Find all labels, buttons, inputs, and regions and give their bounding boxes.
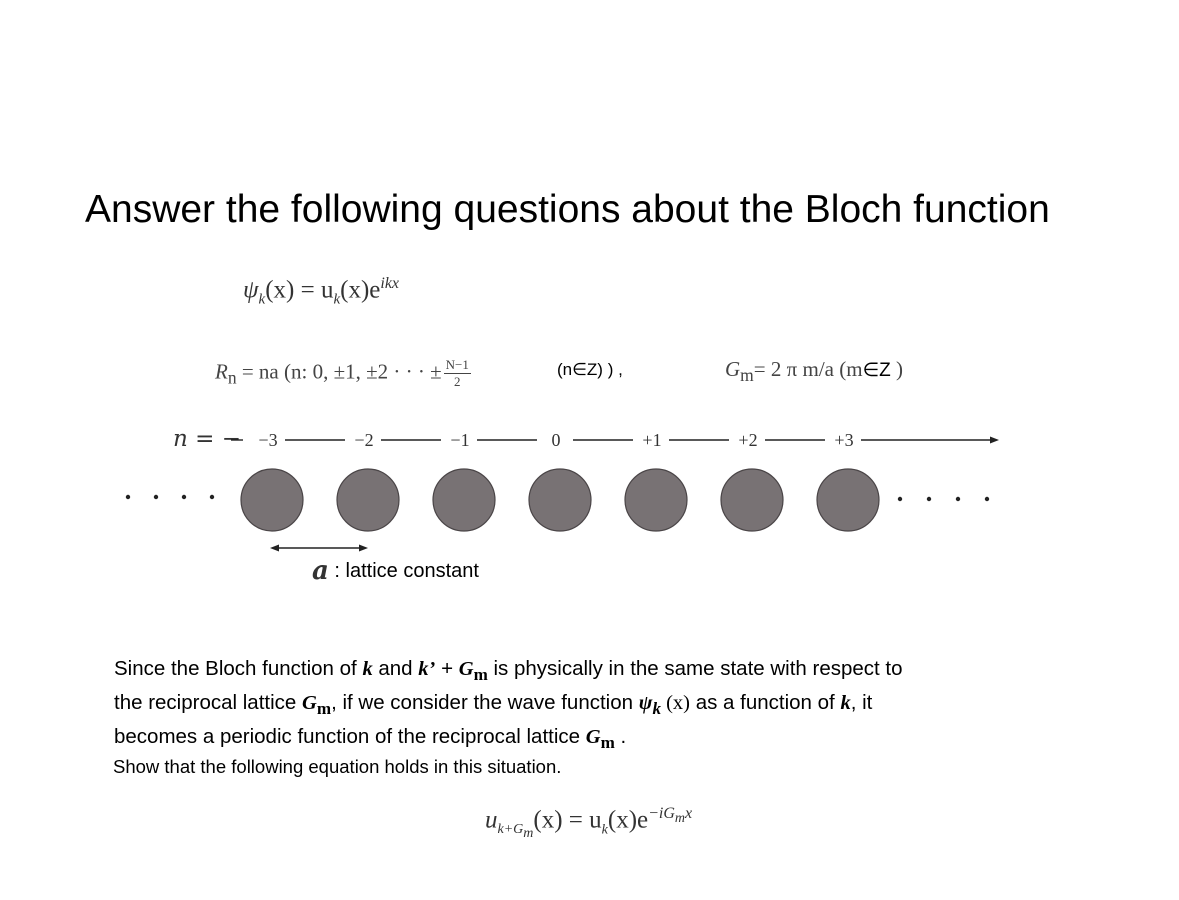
site-label: −1: [450, 430, 470, 450]
atom-row: [126, 469, 989, 531]
ellipsis-dot-right: [956, 497, 960, 501]
site-label: −2: [354, 430, 374, 450]
lattice-vector-definition: $R_n$ = na (n: 0, ±1, ±2 · · · ± $\frac{N-1}{2}$: [215, 357, 469, 389]
instruction-text: Show that the following equation holds in this situation.: [113, 756, 562, 777]
explanation-paragraph: [114, 655, 1074, 757]
target-equation: $u_{k+G_m}(x) = u_k(x)e^{-iG_mx}$: [485, 805, 693, 842]
paragraph-line-1: Since the Bloch function of k and k’ + $G_m$ is physically in the same state with respect to: [114, 657, 903, 685]
atom: [817, 469, 879, 531]
reciprocal-lattice-definition: $G_m= 2$ π m/a (m∈Z ): [725, 357, 903, 386]
index-axis-arrowhead: [990, 437, 999, 444]
n-in-z-label: (n∈Z) ) ,: [557, 360, 623, 379]
page-title: Answer the following questions about the Bloch function: [85, 188, 1050, 231]
atom: [721, 469, 783, 531]
site-index-row: [231, 430, 999, 450]
lattice-constant-arrow: [270, 545, 368, 552]
ellipsis-dot-right: [898, 497, 902, 501]
atom: [625, 469, 687, 531]
bloch-function-equation: $\psi_k(x) = u_k(x)e^{ikx}$: [243, 275, 400, 308]
site-label: +3: [834, 430, 854, 450]
paragraph-line-3: becomes a periodic function of the reciprocal lattice $G_m$ .: [114, 725, 627, 753]
atom: [337, 469, 399, 531]
n-index-label: n = −: [173, 426, 241, 452]
site-label: −3: [258, 430, 278, 450]
atom: [529, 469, 591, 531]
ellipsis-dot-left: [126, 495, 130, 499]
site-label: +2: [738, 430, 758, 450]
ellipsis-dot-left: [154, 495, 158, 499]
atom: [241, 469, 303, 531]
ellipsis-dot-left: [210, 495, 214, 499]
ellipsis-dot-right: [927, 497, 931, 501]
fraction: $\frac{N-1}{2}$: [445, 357, 469, 389]
site-label: +1: [642, 430, 662, 450]
paragraph-line-2: the reciprocal lattice $G_m$, if we consider the wave function $\psi_k$ (x) as a function of k, it: [114, 691, 873, 719]
ellipsis-dot-right: [985, 497, 989, 501]
site-label: 0: [551, 430, 561, 450]
lattice-constant-label: a : lattice constant: [312, 556, 479, 586]
atom: [433, 469, 495, 531]
ellipsis-dot-left: [182, 495, 186, 499]
